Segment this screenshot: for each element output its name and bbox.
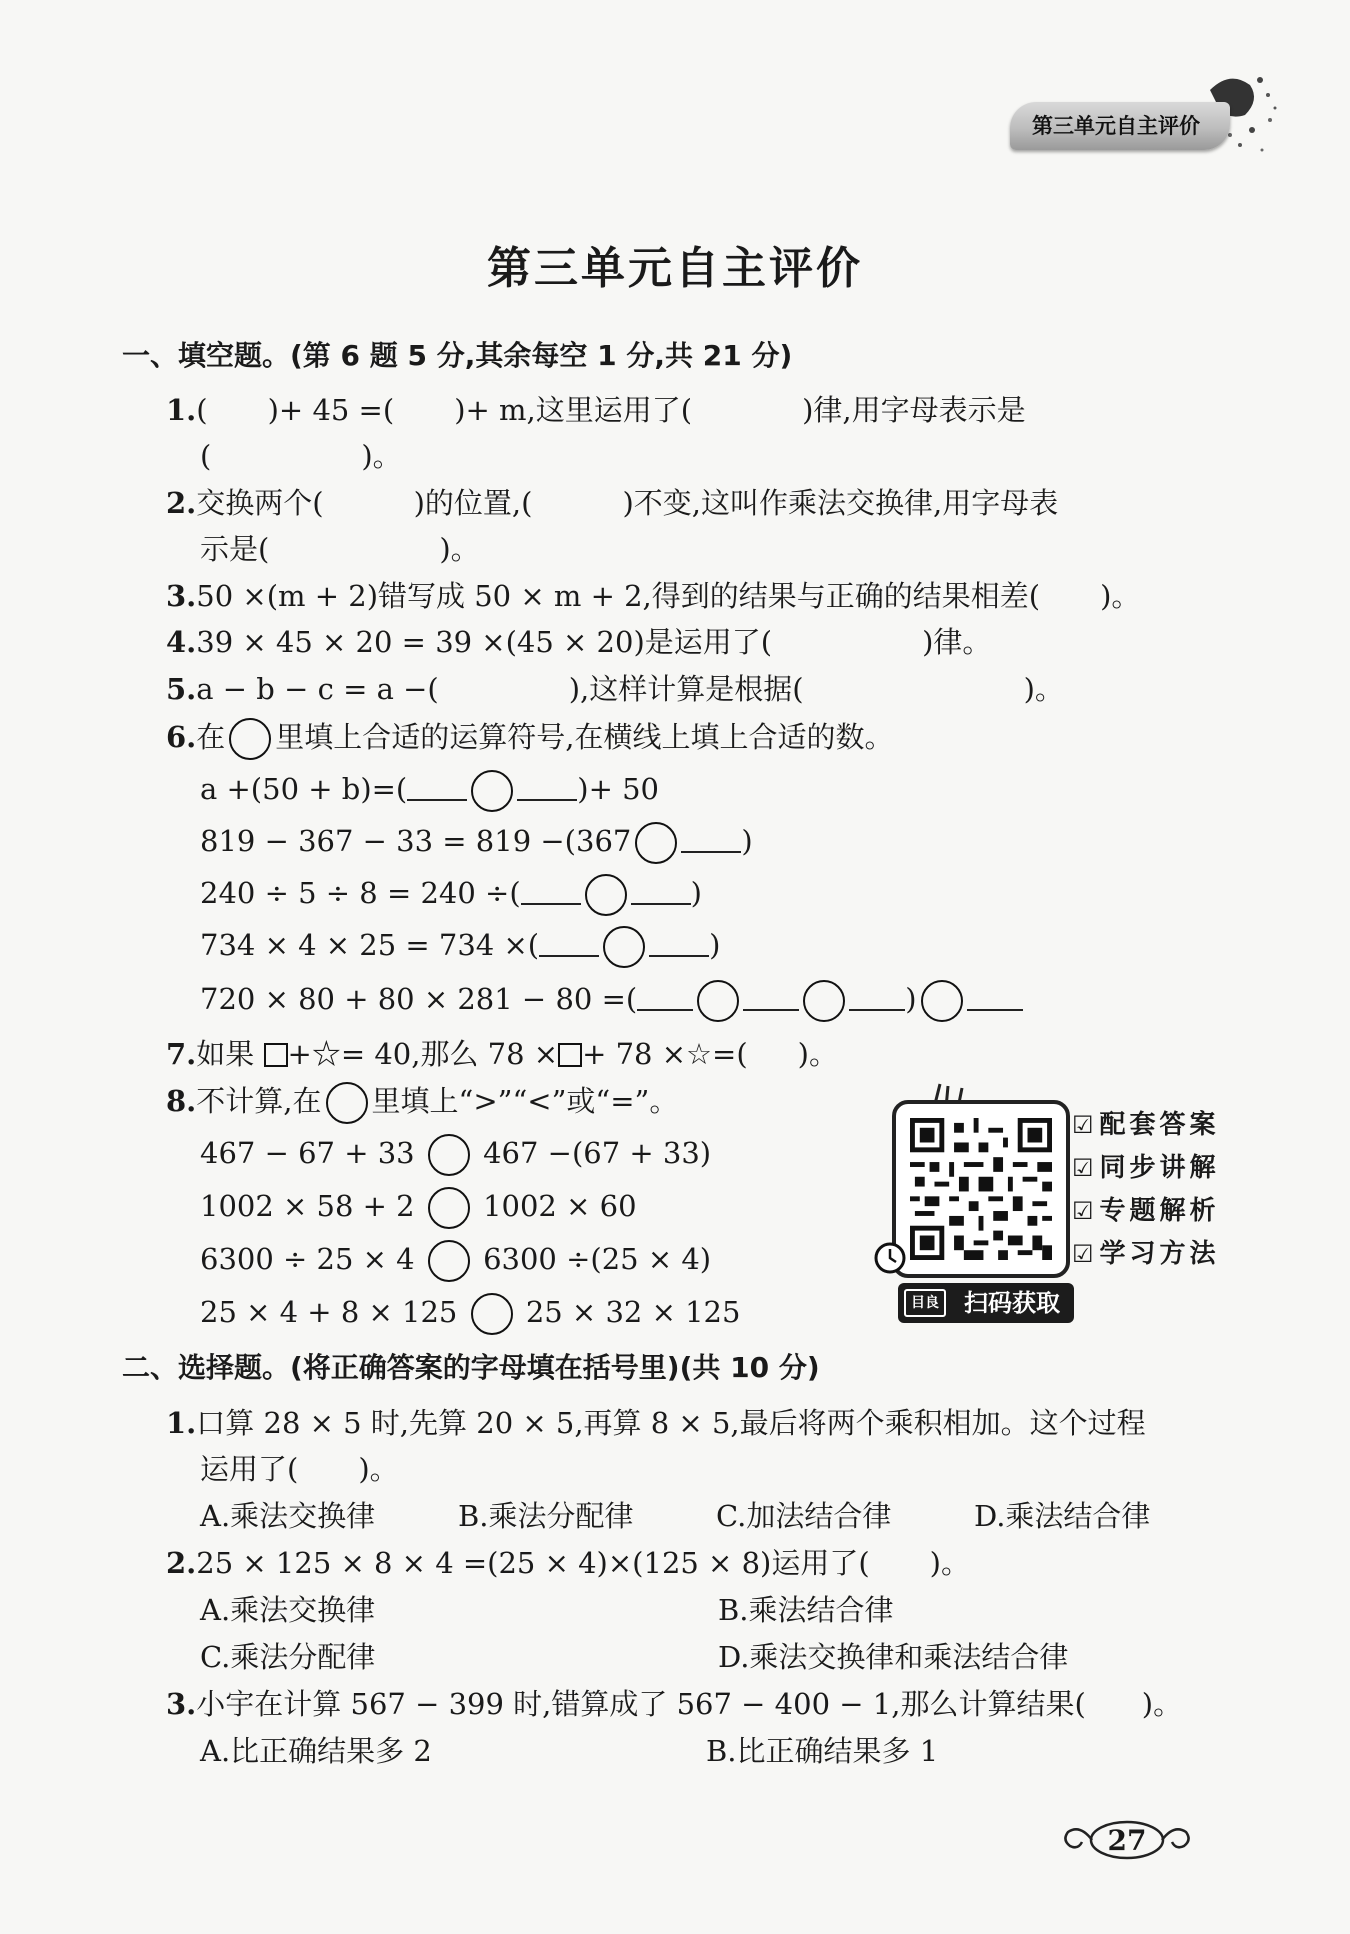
promo-item-answers: ☑配套答案 [1072,1110,1220,1140]
q1-line2: ( )。 [200,439,402,473]
q6-line: 6.在 里填上合适的运算符号,在横线上填上合适的数。 [166,718,894,760]
q8-row2: 1002 × 58 + 2 1002 × 60 [200,1187,637,1229]
checkbox-icon: ☑ [1072,1197,1098,1225]
q7-line: 7.如果 +☆= 40,那么 78 × + 78 ×☆=( )。 [166,1037,838,1071]
scan-logo: 目良 [904,1289,946,1317]
unit-badge [1010,102,1230,150]
s2-q2-option-c[interactable]: C.乘法分配律 [200,1640,376,1674]
circle-blank[interactable] [697,980,739,1022]
blank-line[interactable] [649,929,709,957]
q3-line: 3.50 ×(m + 2)错写成 50 × m + 2,得到的结果与正确的结果相差( )。 [166,579,1141,613]
section1-heading: 一、填空题。(第 6 题 5 分,其余每空 1 分,共 21 分) [122,339,793,372]
blank-line[interactable] [849,983,905,1011]
s2-q1-option-b[interactable]: B.乘法分配律 [458,1499,634,1533]
q6-row1: a +(50 + b)=( )+ 50 [200,770,659,812]
q5-line: 5.a − b − c = a −( ),这样计算是根据( )。 [166,672,1064,706]
circle-blank[interactable] [471,1293,513,1335]
circle-blank[interactable] [585,874,627,916]
blank-line[interactable] [539,929,599,957]
s2-q3-option-a[interactable]: A.比正确结果多 2 [200,1734,432,1768]
s2-q1-option-c[interactable]: C.加法结合律 [716,1499,892,1533]
q8-row3: 6300 ÷ 25 × 4 6300 ÷(25 × 4) [200,1240,711,1282]
q4-line: 4.39 × 45 × 20 = 39 ×(45 × 20)是运用了( )律。 [166,625,992,659]
s2-q3-option-b[interactable]: B.比正确结果多 1 [706,1734,939,1768]
q6-row2: 819 − 367 − 33 = 819 −(367 ) [200,822,753,864]
circle-blank[interactable] [428,1187,470,1229]
s2-q2-option-a[interactable]: A.乘法交换律 [200,1593,376,1627]
circle-blank[interactable] [803,980,845,1022]
q6-row5: 720 × 80 + 80 × 281 − 80 =( ) [200,980,1023,1022]
blank-line[interactable] [743,983,799,1011]
q2-line1: 2.交换两个( )的位置,( )不变,这叫作乘法交换律,用字母表 [166,486,1059,520]
page-number [1062,1818,1192,1862]
blank-line[interactable] [521,877,581,905]
scan-to-get-button[interactable]: 目良 扫码获取 [898,1283,1074,1323]
circle-blank[interactable] [603,926,645,968]
clock-icon [872,1240,908,1276]
promo-item-topics: ☑专题解析 [1072,1196,1220,1226]
circle-blank[interactable] [428,1134,470,1176]
blank-line[interactable] [517,773,577,801]
qr-code[interactable] [892,1100,1070,1278]
page-title: 第三单元自主评价 [487,243,863,294]
q8-row4: 25 × 4 + 8 × 125 25 × 32 × 125 [200,1293,740,1335]
circle-blank[interactable] [229,718,271,760]
q1-line1: 1.( )+ 45 =( )+ m,这里运用了( )律,用字母表示是 [166,393,1026,427]
checkbox-icon: ☑ [1072,1154,1098,1182]
q8-row1: 467 − 67 + 33 467 −(67 + 33) [200,1134,711,1176]
section2-heading: 二、选择题。(将正确答案的字母填在括号里)(共 10 分) [122,1351,820,1384]
s2-q1-option-d[interactable]: D.乘法结合律 [974,1499,1151,1533]
blank-line[interactable] [631,877,691,905]
s2-q2-option-b[interactable]: B.乘法结合律 [718,1593,894,1627]
promo-item-methods: ☑学习方法 [1072,1239,1220,1269]
s2-q1-option-a[interactable]: A.乘法交换律 [200,1499,376,1533]
promo-list [1072,1104,1220,1276]
circle-blank[interactable] [428,1240,470,1282]
s2-q1-line1: 1.口算 28 × 5 时,先算 20 × 5,再算 8 × 5,最后将两个乘积相加。这个过程 [166,1406,1146,1440]
circle-blank[interactable] [471,770,513,812]
q6-row4: 734 × 4 × 25 = 734 ×( ) [200,926,720,968]
circle-blank[interactable] [326,1082,368,1124]
q6-row3: 240 ÷ 5 ÷ 8 = 240 ÷( ) [200,874,702,916]
q2-line2: 示是( )。 [200,532,480,566]
blank-line[interactable] [637,983,693,1011]
square-symbol [558,1043,582,1067]
qr-code-icon [910,1118,1052,1260]
promo-item-lecture: ☑同步讲解 [1072,1153,1220,1183]
s2-q1-line2: 运用了( )。 [200,1452,399,1486]
circle-blank[interactable] [635,822,677,864]
circle-blank[interactable] [921,980,963,1022]
square-symbol [264,1043,288,1067]
blank-line[interactable] [967,983,1023,1011]
s2-q2-option-d[interactable]: D.乘法交换律和乘法结合律 [718,1640,1069,1674]
checkbox-icon: ☑ [1072,1240,1098,1268]
s2-q3-line: 3.小宇在计算 567 − 399 时,错算成了 567 − 400 − 1,那么计算结果( )。 [166,1687,1183,1721]
s2-q2-line: 2.25 × 125 × 8 × 4 =(25 × 4)×(125 × 8)运用了( )。 [166,1546,970,1580]
unit-badge-label: 第三单元自主评价 [1032,114,1200,138]
checkbox-icon: ☑ [1072,1111,1098,1139]
q8-line: 8.不计算,在 里填上“>”“<”或“=”。 [166,1082,678,1124]
blank-line[interactable] [681,825,741,853]
blank-line[interactable] [407,773,467,801]
page-number-label: 27 [1107,1824,1147,1857]
